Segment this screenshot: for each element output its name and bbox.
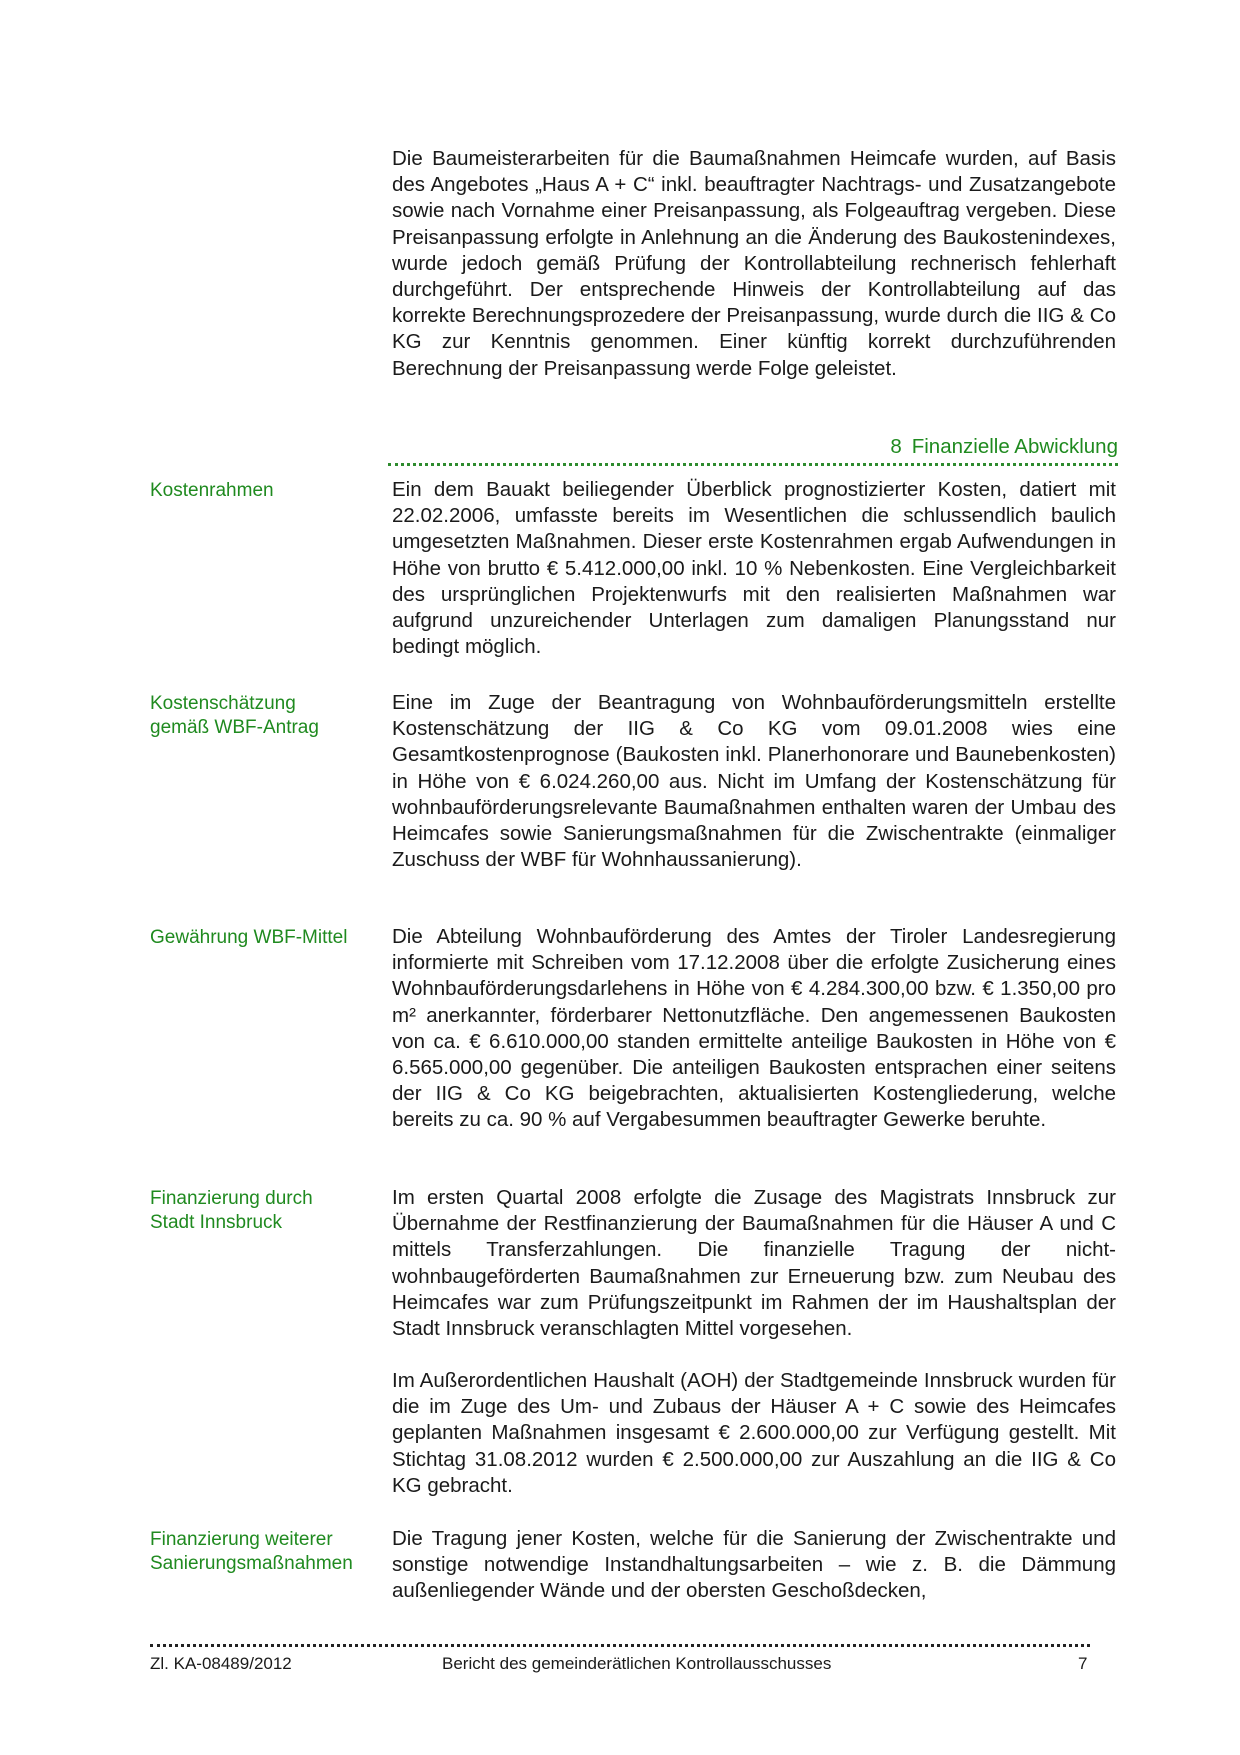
section-paragraph: Im ersten Quartal 2008 erfolgte die Zusage des Magistrats Innsbruck zur Übernahme der Restfinanzierung der Baumaßnahmen für die Häuser A und C mittels Transferzahlungen. Die finanzielle Tragung der nicht-wohnbaugeförderten Baumaßnahmen zur Erneuerung bzw. zum Neubau des Heimcafes war zum Prüfungszeitpunkt im Rahmen der im Haushaltsplan der Stadt Innsbruck veranschlagten Mittel vorgesehen. <box>392 1186 1116 1341</box>
section-paragraph: Die Tragung jener Kosten, welche für die Sanierung der Zwischentrakte und sonstige notwendige Instandhaltungsarbeiten – wie z. B. die Dämmung außenliegender Wände und der obersten Geschoßdecken, <box>392 1527 1116 1603</box>
section-heading <box>388 435 1118 466</box>
section-paragraph: Die Abteilung Wohnbauförderung des Amtes der Tiroler Landesregierung informierte mit Schreiben vom 17.12.2008 über die erfolgte Zusicherung eines Wohnbauförderungsdarlehens in Höhe von € 4.284.300,00 bzw. € 1.350,00 pro m² anerkannter, förderbarer Nettonutzfläche. Den angemessenen Baukosten von ca. € 6.610.000,00 standen ermittelte anteilige Baukosten in Höhe von € 6.565.000,00 gegenüber. Die anteiligen Baukosten entsprachen einer seitens der IIG & Co KG beigebrachten, aktualisierten Kostengliederung, welche bereits zu ca. 90 % auf Vergabesummen beauftragter Gewerke beruhte. <box>392 925 1116 1132</box>
footer-title: Bericht des gemeinderätlichen Kontrollausschusses <box>442 1654 832 1673</box>
margin-label: Kostenschätzung gemäß WBF-Antrag <box>150 693 319 738</box>
margin-label: Finanzierung weiterer Sanierungsmaßnahmen <box>150 1529 353 1574</box>
footer-divider <box>150 1644 1090 1647</box>
section-paragraph: Im Außerordentlichen Haushalt (AOH) der Stadtgemeinde Innsbruck wurden für die im Zuge des Um- und Zubaus der Häuser A + C sowie des Heimcafes geplanten Maßnahmen insgesamt € 2.600.000,00 zur Verfügung gestellt. Mit Stichtag 31.08.2012 wurden € 2.500.000,00 zur Auszahlung an die IIG & Co KG gebracht. <box>392 1369 1116 1497</box>
section-paragraph: Eine im Zuge der Beantragung von Wohnbauförderungsmitteln erstellte Kostenschätzung der IIG & Co KG vom 09.01.2008 wies eine Gesamtkostenprognose (Baukosten inkl. Planerhonorare und Baunebenkosten) in Höhe von € 6.024.260,00 aus. Nicht im Umfang der Kostenschätzung für wohnbauförderungsrelevante Baumaßnahmen enthalten waren der Umbau des Heimcafes sowie Sanierungsmaßnahmen für die Zwischentrakte (einmaliger Zuschuss der WBF für Wohnhaussanierung). <box>392 691 1116 872</box>
footer-reference: Zl. KA-08489/2012 <box>150 1654 292 1673</box>
section-paragraph: Ein dem Bauakt beiliegender Überblick prognostizierter Kosten, datiert mit 22.02.2006, umfasste bereits im Wesentlichen die schlussendlich baulich umgesetzten Maßnahmen. Dieser erste Kostenrahmen ergab Aufwendungen in Höhe von brutto € 5.412.000,00 inkl. 10 % Nebenkosten. Eine Vergleichbarkeit des ursprünglichen Projektenwurfs mit den realisierten Maßnahmen war aufgrund unzureichender Unterlagen zum damaligen Planungsstand nur bedingt möglich. <box>392 478 1116 659</box>
intro-paragraph: Die Baumeisterarbeiten für die Baumaßnahmen Heimcafe wurden, auf Basis des Angebotes „Haus A + C“ inkl. beauftragter Nachtrags- und Zusatzangebote sowie nach Vornahme einer Preisanpassung, als Folgeauftrag vergeben. Diese Preisanpassung erfolgte in Anlehnung an die Änderung des Baukostenindexes, wurde jedoch gemäß Prüfung der Kontrollabteilung rechnerisch fehlerhaft durchgeführt. Der entsprechende Hinweis der Kontrollabteilung auf das korrekte Berechnungsprozedere der Preisanpassung, wurde durch die IIG & Co KG zur Kenntnis genommen. Einer künftig korrekt durchzuführenden Berechnung der Preisanpassung werde Folge geleistet. <box>392 147 1116 380</box>
margin-label: Kostenrahmen <box>150 480 274 501</box>
section-title: Finanzielle Abwicklung <box>911 435 1118 458</box>
margin-label: Finanzierung durch Stadt Innsbruck <box>150 1188 313 1233</box>
section-number: 8 <box>890 435 902 458</box>
margin-label: Gewährung WBF-Mittel <box>150 927 348 948</box>
page-number: 7 <box>1078 1654 1088 1673</box>
